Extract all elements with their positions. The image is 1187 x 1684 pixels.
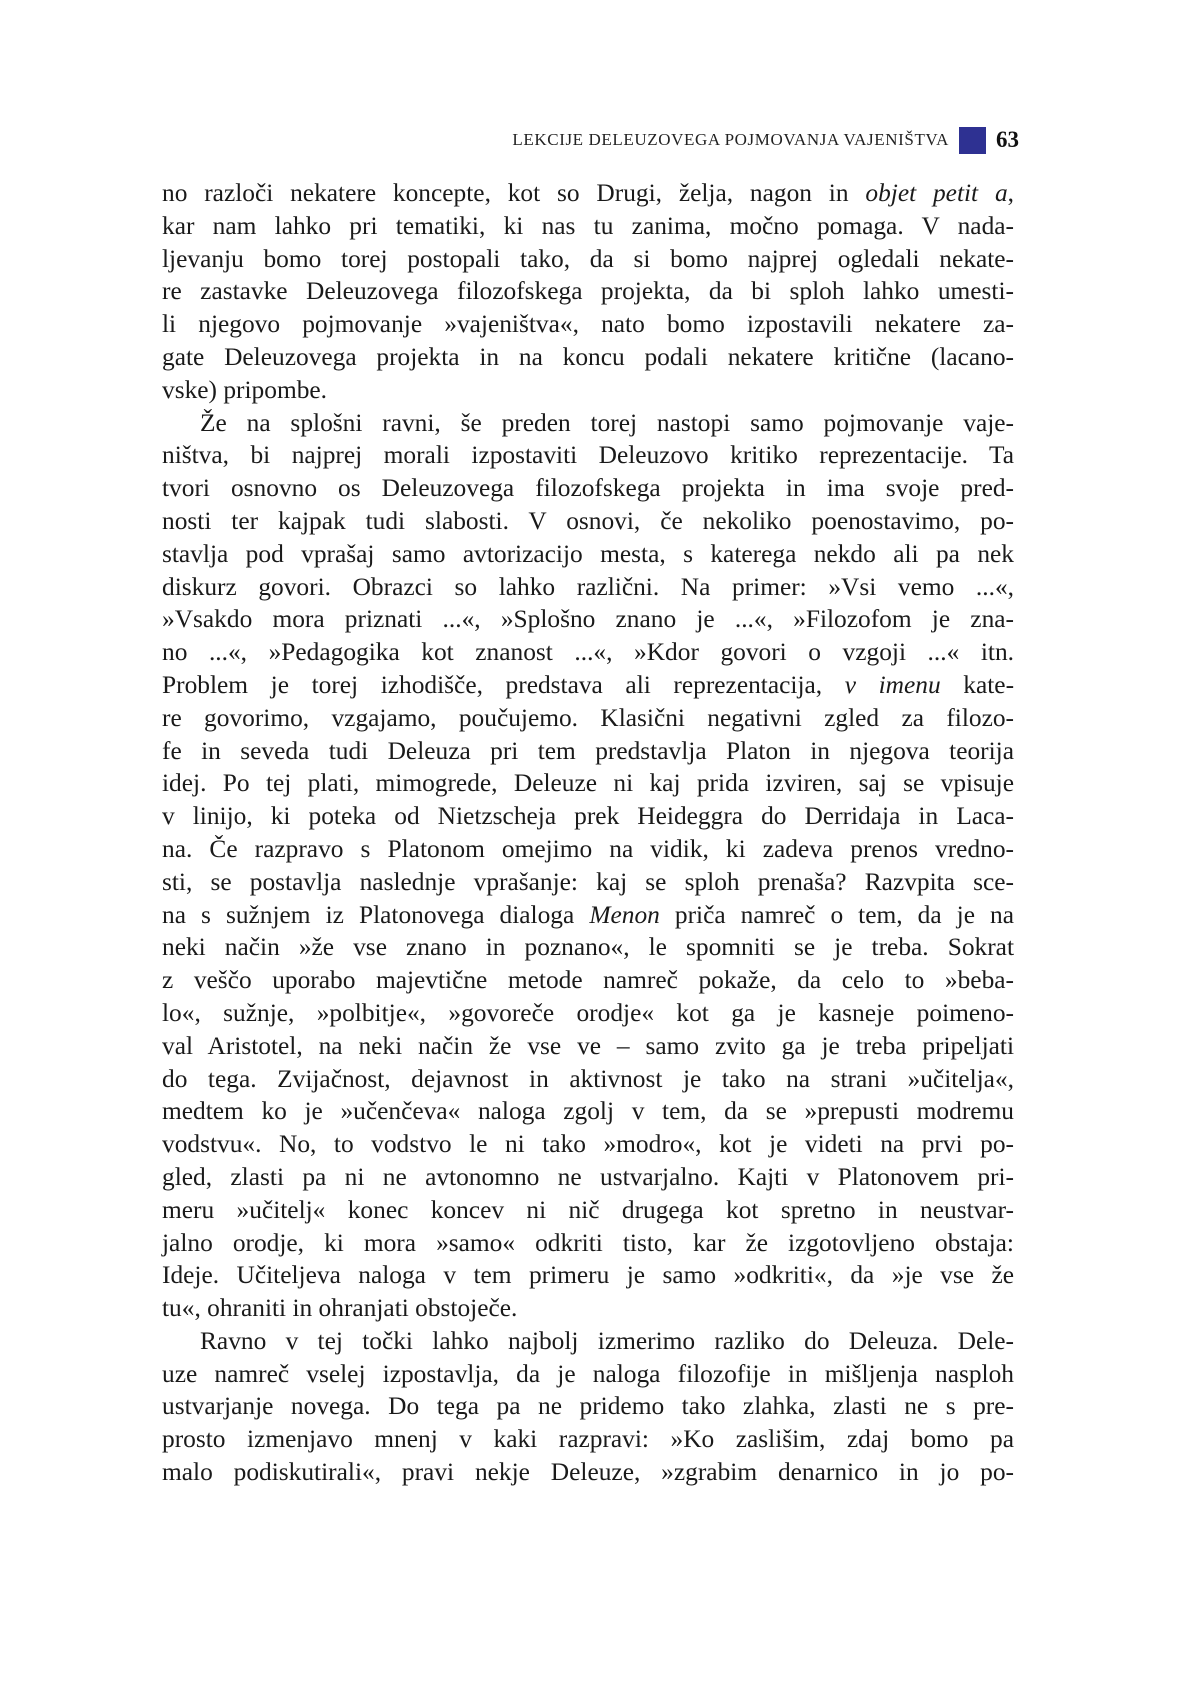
text-line: do tega. Zvijačnost, dejavnost in aktivnost je tako na strani »učitelja«, <box>162 1064 1014 1093</box>
text-line: gate Deleuzovega projekta in na koncu podali nekatere kritične (lacano- <box>162 342 1014 371</box>
text-line: sti, se postavlja naslednje vprašanje: kaj se sploh prenaša? Razvpita sce- <box>162 867 1014 896</box>
text-line: jalno orodje, ki mora »samo« odkriti tisto, kar že izgotovljeno obstaja: <box>162 1228 1014 1257</box>
text-line: nosti ter kajpak tudi slabosti. V osnovi, če nekoliko poenostavimo, po- <box>162 506 1014 535</box>
text-line: kar nam lahko pri tematiki, ki nas tu zanima, močno pomaga. V nada- <box>162 211 1014 240</box>
text-line: no ...«, »Pedagogika kot znanost ...«, »Kdor govori o vzgoji ...« itn. <box>162 638 1014 667</box>
text-line: li njegovo pojmovanje »vajeništva«, nato bomo izpostavili nekatere za- <box>162 310 1014 339</box>
text-line: stavlja pod vprašaj samo avtorizacijo mesta, s katerega nekdo ali pa nek <box>162 539 1014 568</box>
text-line: neki način »že vse znano in poznano«, le spomniti se je treba. Sokrat <box>162 933 1014 962</box>
text-line: re zastavke Deleuzovega filozofskega projekta, da bi sploh lahko umesti- <box>162 277 1014 306</box>
text-line: val Aristotel, na neki način že vse ve – samo zvito ga je treba pripeljati <box>162 1031 1014 1060</box>
text-line: gled, zlasti pa ni ne avtonomno ne ustvarjalno. Kajti v Platonovem pri- <box>162 1162 1014 1191</box>
text-line: Problem je torej izhodišče, predstava ali reprezentacija, v imenu kate- <box>162 670 1015 699</box>
text-line: vske) pripombe. <box>162 375 328 404</box>
text-line: na s sužnjem iz Platonovega dialoga Menon priča namreč o tem, da je na <box>162 900 1014 929</box>
body-text <box>162 177 1014 1489</box>
text-line: v linijo, ki poteka od Nietzscheja prek Heideggra do Derridaja in Laca- <box>162 802 1014 831</box>
text-line: ništva, bi najprej morali izpostaviti Deleuzovo kritiko reprezentacije. Ta <box>162 441 1014 470</box>
text-line: Ravno v tej točki lahko najbolj izmerimo razliko do Deleuza. Dele- <box>200 1326 1014 1355</box>
text-line: meru »učitelj« konec koncev ni nič drugega kot spretno in neustvar- <box>162 1195 1014 1224</box>
text-line: prosto izmenjavo mnenj v kaki razpravi: »Ko zaslišim, zdaj bomo pa <box>162 1425 1014 1454</box>
text-line: tu«, ohraniti in ohranjati obstoječe. <box>162 1294 518 1323</box>
text-line: tvori osnovno os Deleuzovega filozofskega projekta in ima svoje pred- <box>162 474 1014 503</box>
text-line: »Vsakdo mora priznati ...«, »Splošno znano je ...«, »Filozofom je zna- <box>162 605 1014 634</box>
running-head-title: LEKCIJE DELEUZOVEGA POJMOVANJA VAJENIŠTVA <box>512 130 949 149</box>
text-line: idej. Po tej plati, mimogrede, Deleuze ni kaj prida izviren, saj se vpisuje <box>162 769 1014 798</box>
text-line: Že na splošni ravni, še preden torej nastopi samo pojmovanje vaje- <box>200 408 1014 437</box>
text-line: lo«, sužnje, »polbitje«, »govoreče orodje« kot ga je kasneje poimeno- <box>162 998 1014 1027</box>
running-header <box>512 126 1019 154</box>
text-line: malo podiskutirali«, pravi nekje Deleuze, »zgrabim denarnico in jo po- <box>162 1458 1014 1487</box>
text-line: diskurz govori. Obrazci so lahko različni. Na primer: »Vsi vemo ...«, <box>162 572 1014 601</box>
text-line: na. Če razpravo s Platonom omejimo na vidik, ki zadeva prenos vredno- <box>162 834 1014 863</box>
text-line: fe in seveda tudi Deleuza pri tem predstavlja Platon in njegova teorija <box>162 736 1014 765</box>
text-line: Ideje. Učiteljeva naloga v tem primeru je samo »odkriti«, da »je vse že <box>162 1261 1014 1290</box>
header-square-mark <box>959 127 986 154</box>
text-line: ustvarjanje novega. Do tega pa ne pridemo tako zlahka, zlasti ne s pre- <box>162 1392 1014 1421</box>
text-line: medtem ko je »učenčeva« naloga zgolj v tem, da se »prepusti modremu <box>162 1097 1014 1126</box>
text-line: z veščo uporabo majevtične metode namreč pokaže, da celo to »beba- <box>162 966 1014 995</box>
text-line: ljevanju bomo torej postopali tako, da si bomo najprej ogledali nekate- <box>162 244 1014 273</box>
text-line: re govorimo, vzgajamo, poučujemo. Klasični negativni zgled za filozo- <box>162 703 1014 732</box>
text-line: vodstvu«. No, to vodstvo le ni tako »modro«, kot je videti na prvi po- <box>162 1130 1014 1159</box>
page-number: 63 <box>996 127 1019 152</box>
text-line: uze namreč vselej izpostavlja, da je naloga filozofije in mišljenja nasploh <box>162 1359 1014 1388</box>
text-line: no razloči nekatere koncepte, kot so Drugi, želja, nagon in objet petit a, <box>162 179 1014 207</box>
